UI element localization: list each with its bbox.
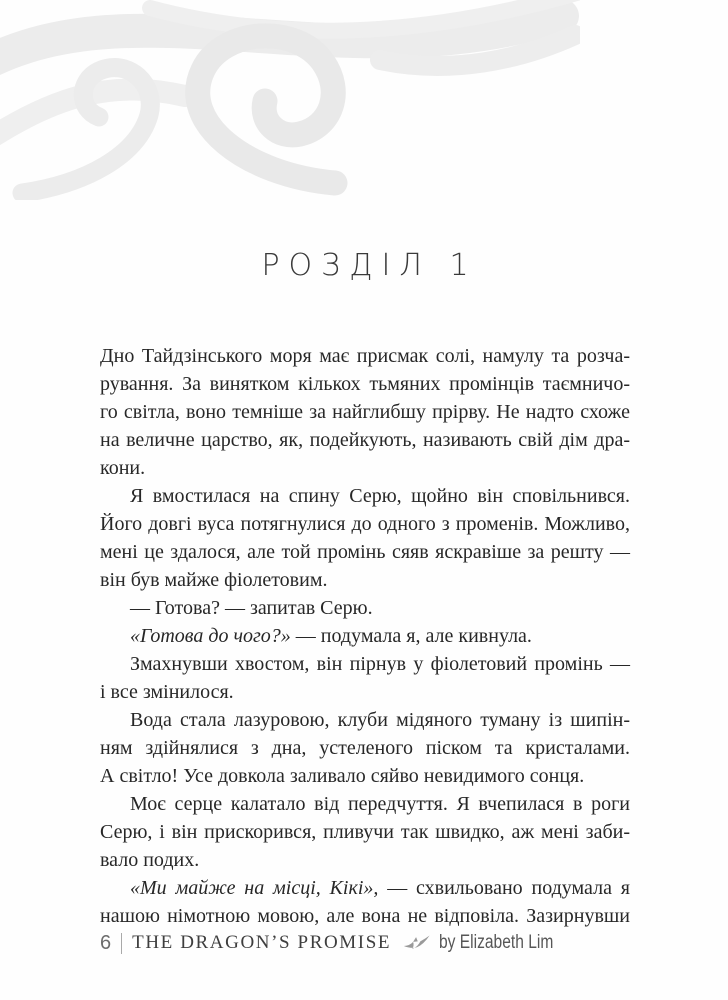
text-line: Серю, і він прискорився, пливучи так швидко, аж мені заби- (100, 821, 630, 843)
text-line: Його довгі вуса потягнулися до одного з променів. Можливо, (100, 513, 630, 535)
text-line: вало подих. (100, 849, 200, 871)
text-line: ням здійнялися з дна, устеленого піском та кристалами. (100, 737, 630, 759)
text-line: Я вмостилася на спину Серю, щойно він сповільнився. (130, 485, 630, 507)
page-footer (100, 930, 579, 956)
paper-crane-icon (403, 935, 430, 952)
author-credit: by Elizabeth Lim (439, 932, 554, 953)
text-line: А світло! Усе довкола заливало сяйво невидимого сонця. (100, 765, 585, 787)
text-line: на величне царство, як, подейкують, називають свій дім дра- (100, 429, 630, 451)
text-line: Вода стала лазуровою, клуби мідяного туману із шипін- (130, 709, 630, 731)
chapter-title: РОЗДІЛ 1 (261, 248, 478, 283)
text-line: кони. (100, 457, 146, 479)
decorative-swirl-ornament (0, 0, 580, 200)
text-line: «Готова до чого?» — подумала я, але кивнула. (130, 625, 532, 647)
text-line: го світла, воно темніше за найглибшу прірву. Не надто схоже (100, 401, 630, 423)
text-line: нашою німотною мовою, але вона не відповіла. Зазирнувши (100, 905, 630, 927)
text-line: Дно Тайдзінського моря має присмак солі, намулу та розча- (100, 345, 630, 367)
page-body-text (100, 342, 630, 930)
text-line: Моє серце калатало від передчуття. Я вчепилася в роги (130, 793, 630, 815)
text-line: і все змінилося. (100, 681, 234, 703)
text-line: Змахнувши хвостом, він пірнув у фіолетовий промінь — (130, 653, 630, 675)
text-line: — Готова? — запитав Серю. (130, 597, 373, 619)
text-line: рування. За винятком кількох тьмяних промінців таємничо- (100, 373, 630, 395)
text-line: він був майже фіолетовим. (100, 569, 328, 591)
text-line: мені це здалося, але той промінь сяяв яскравіше за решту — (100, 541, 630, 563)
book-title: THE DRAGON’S PROMISE (132, 932, 392, 953)
page-number: 6 (100, 931, 112, 954)
footer-divider (121, 933, 122, 954)
text-line: «Ми майже на місці, Кікі», — схвильовано подумала я (130, 877, 630, 899)
